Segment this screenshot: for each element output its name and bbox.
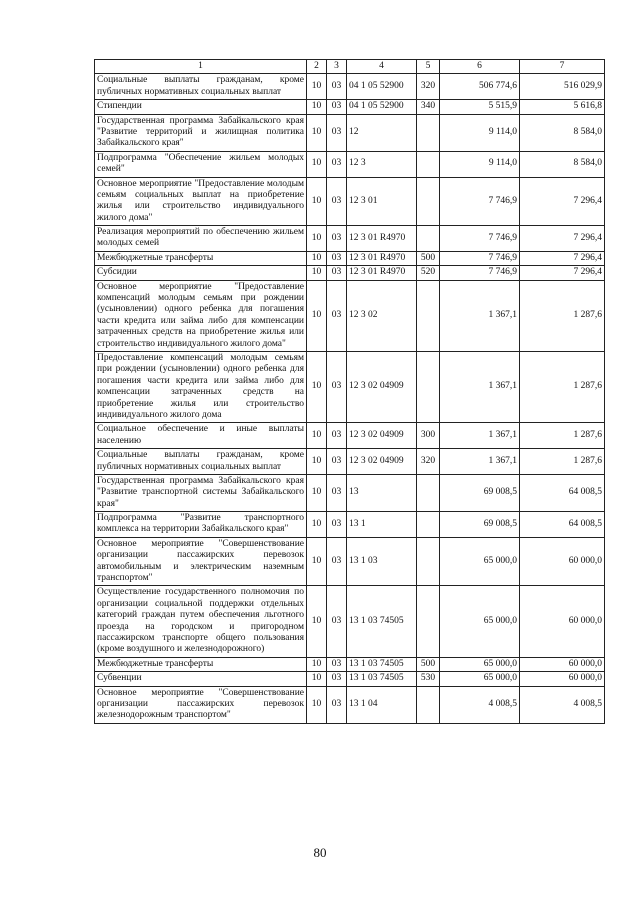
section-code-cell: 10 bbox=[307, 423, 327, 449]
amount-year1-cell: 7 746,9 bbox=[440, 266, 520, 280]
row-name-cell: Предоставление компенсаций молодым семьям при рождении (усыновлении) одного ребенка для погашения части кредита или займа либо для компенсации затраченных средств на приобретение жилья или строительство индивидуального жилого дома bbox=[95, 351, 307, 422]
amount-year2-cell: 5 616,8 bbox=[520, 100, 605, 114]
expense-type-cell bbox=[417, 586, 440, 657]
section-code-cell: 10 bbox=[307, 474, 327, 511]
subsection-code-cell: 03 bbox=[327, 686, 347, 723]
amount-year1-cell: 1 367,1 bbox=[440, 351, 520, 422]
expense-type-cell: 320 bbox=[417, 74, 440, 100]
amount-year2-cell: 60 000,0 bbox=[520, 672, 605, 686]
subsection-code-cell: 03 bbox=[327, 537, 347, 586]
section-code-cell: 10 bbox=[307, 351, 327, 422]
table-row bbox=[95, 251, 605, 265]
subsection-code-cell: 03 bbox=[327, 100, 347, 114]
header-row bbox=[95, 60, 605, 74]
amount-year1-cell: 1 367,1 bbox=[440, 423, 520, 449]
target-article-cell: 12 bbox=[347, 114, 417, 151]
expense-type-cell: 320 bbox=[417, 449, 440, 475]
amount-year1-cell: 5 515,9 bbox=[440, 100, 520, 114]
subsection-code-cell: 03 bbox=[327, 449, 347, 475]
table-row bbox=[95, 586, 605, 657]
header-cell-4: 4 bbox=[347, 60, 417, 74]
subsection-code-cell: 03 bbox=[327, 266, 347, 280]
subsection-code-cell: 03 bbox=[327, 586, 347, 657]
table-row bbox=[95, 177, 605, 226]
amount-year2-cell: 7 296,4 bbox=[520, 226, 605, 252]
expense-type-cell bbox=[417, 151, 440, 177]
subsection-code-cell: 03 bbox=[327, 114, 347, 151]
table-row bbox=[95, 226, 605, 252]
amount-year2-cell: 64 008,5 bbox=[520, 474, 605, 511]
row-name-cell: Основное мероприятие "Предоставление компенсаций молодым семьям при рождении (усыновлении) одного ребенка для погашения части кредита или займа либо для компенсации затраченных средств на приобретение жилья или строительство индивидуального жилого дома" bbox=[95, 280, 307, 351]
expense-type-cell: 300 bbox=[417, 423, 440, 449]
table-row bbox=[95, 114, 605, 151]
row-name-cell: Государственная программа Забайкальского края "Развитие территорий и жилищная политика Забайкальского края" bbox=[95, 114, 307, 151]
amount-year1-cell: 7 746,9 bbox=[440, 251, 520, 265]
row-name-cell: Субсидии bbox=[95, 266, 307, 280]
target-article-cell: 13 1 bbox=[347, 512, 417, 538]
expense-type-cell: 500 bbox=[417, 657, 440, 671]
target-article-cell: 12 3 01 bbox=[347, 177, 417, 226]
amount-year1-cell: 69 008,5 bbox=[440, 474, 520, 511]
expense-type-cell bbox=[417, 280, 440, 351]
table-row bbox=[95, 672, 605, 686]
amount-year2-cell: 7 296,4 bbox=[520, 177, 605, 226]
amount-year1-cell: 4 008,5 bbox=[440, 686, 520, 723]
row-name-cell: Осуществление государственного полномочия по организации социальной поддержки отдельных категорий граждан путем обеспечения льготного проезда на городском и пригородном пассажирском транспорте общего пользования (кроме воздушного и железнодорожного) bbox=[95, 586, 307, 657]
amount-year1-cell: 1 367,1 bbox=[440, 449, 520, 475]
amount-year2-cell: 516 029,9 bbox=[520, 74, 605, 100]
section-code-cell: 10 bbox=[307, 586, 327, 657]
section-code-cell: 10 bbox=[307, 226, 327, 252]
table-row bbox=[95, 280, 605, 351]
subsection-code-cell: 03 bbox=[327, 151, 347, 177]
subsection-code-cell: 03 bbox=[327, 280, 347, 351]
amount-year1-cell: 69 008,5 bbox=[440, 512, 520, 538]
amount-year2-cell: 4 008,5 bbox=[520, 686, 605, 723]
row-name-cell: Социальные выплаты гражданам, кроме публичных нормативных социальных выплат bbox=[95, 449, 307, 475]
section-code-cell: 10 bbox=[307, 74, 327, 100]
table-row bbox=[95, 74, 605, 100]
amount-year2-cell: 60 000,0 bbox=[520, 657, 605, 671]
row-name-cell: Субвенции bbox=[95, 672, 307, 686]
section-code-cell: 10 bbox=[307, 449, 327, 475]
amount-year1-cell: 65 000,0 bbox=[440, 537, 520, 586]
expense-type-cell bbox=[417, 686, 440, 723]
section-code-cell: 10 bbox=[307, 251, 327, 265]
amount-year2-cell: 1 287,6 bbox=[520, 351, 605, 422]
section-code-cell: 10 bbox=[307, 114, 327, 151]
expense-type-cell: 500 bbox=[417, 251, 440, 265]
expense-type-cell: 340 bbox=[417, 100, 440, 114]
target-article-cell: 13 1 03 74505 bbox=[347, 672, 417, 686]
row-name-cell: Стипендии bbox=[95, 100, 307, 114]
table-row bbox=[95, 449, 605, 475]
table-row bbox=[95, 657, 605, 671]
table-row bbox=[95, 686, 605, 723]
header-cell-2: 2 bbox=[307, 60, 327, 74]
amount-year1-cell: 9 114,0 bbox=[440, 151, 520, 177]
amount-year2-cell: 7 296,4 bbox=[520, 251, 605, 265]
subsection-code-cell: 03 bbox=[327, 351, 347, 422]
expense-type-cell bbox=[417, 226, 440, 252]
header-cell-7: 7 bbox=[520, 60, 605, 74]
page-number: 80 bbox=[313, 845, 327, 860]
section-code-cell: 10 bbox=[307, 280, 327, 351]
subsection-code-cell: 03 bbox=[327, 672, 347, 686]
amount-year2-cell: 60 000,0 bbox=[520, 537, 605, 586]
amount-year2-cell: 1 287,6 bbox=[520, 449, 605, 475]
section-code-cell: 10 bbox=[307, 686, 327, 723]
expense-type-cell bbox=[417, 537, 440, 586]
amount-year1-cell: 7 746,9 bbox=[440, 226, 520, 252]
section-code-cell: 10 bbox=[307, 177, 327, 226]
target-article-cell: 12 3 02 04909 bbox=[347, 351, 417, 422]
header-cell-3: 3 bbox=[327, 60, 347, 74]
subsection-code-cell: 03 bbox=[327, 251, 347, 265]
subsection-code-cell: 03 bbox=[327, 474, 347, 511]
row-name-cell: Основное мероприятие "Предоставление молодым семьям социальных выплат на приобретение жилья или строительство индивидуального жилого дома" bbox=[95, 177, 307, 226]
table-row bbox=[95, 351, 605, 422]
amount-year1-cell: 1 367,1 bbox=[440, 280, 520, 351]
row-name-cell: Подпрограмма "Развитие транспортного комплекса на территории Забайкальского края" bbox=[95, 512, 307, 538]
row-name-cell: Подпрограмма "Обеспечение жильем молодых семей" bbox=[95, 151, 307, 177]
target-article-cell: 12 3 02 bbox=[347, 280, 417, 351]
table-row bbox=[95, 537, 605, 586]
amount-year1-cell: 506 774,6 bbox=[440, 74, 520, 100]
subsection-code-cell: 03 bbox=[327, 423, 347, 449]
row-name-cell: Межбюджетные трансферты bbox=[95, 251, 307, 265]
section-code-cell: 10 bbox=[307, 537, 327, 586]
table-row bbox=[95, 100, 605, 114]
table-row bbox=[95, 266, 605, 280]
target-article-cell: 12 3 02 04909 bbox=[347, 423, 417, 449]
table-row bbox=[95, 151, 605, 177]
subsection-code-cell: 03 bbox=[327, 226, 347, 252]
subsection-code-cell: 03 bbox=[327, 74, 347, 100]
section-code-cell: 10 bbox=[307, 672, 327, 686]
amount-year2-cell: 64 008,5 bbox=[520, 512, 605, 538]
target-article-cell: 12 3 01 R4970 bbox=[347, 251, 417, 265]
target-article-cell: 04 1 05 52900 bbox=[347, 100, 417, 114]
budget-table bbox=[94, 59, 605, 724]
amount-year2-cell: 1 287,6 bbox=[520, 280, 605, 351]
expense-type-cell: 530 bbox=[417, 672, 440, 686]
section-code-cell: 10 bbox=[307, 266, 327, 280]
table-header bbox=[95, 60, 605, 74]
target-article-cell: 13 1 03 74505 bbox=[347, 657, 417, 671]
amount-year1-cell: 65 000,0 bbox=[440, 672, 520, 686]
expense-type-cell bbox=[417, 177, 440, 226]
target-article-cell: 12 3 01 R4970 bbox=[347, 266, 417, 280]
row-name-cell: Социальное обеспечение и иные выплаты населению bbox=[95, 423, 307, 449]
amount-year1-cell: 9 114,0 bbox=[440, 114, 520, 151]
expense-type-cell bbox=[417, 114, 440, 151]
table-row bbox=[95, 474, 605, 511]
amount-year2-cell: 8 584,0 bbox=[520, 114, 605, 151]
section-code-cell: 10 bbox=[307, 512, 327, 538]
expense-type-cell bbox=[417, 512, 440, 538]
amount-year1-cell: 7 746,9 bbox=[440, 177, 520, 226]
section-code-cell: 10 bbox=[307, 100, 327, 114]
row-name-cell: Межбюджетные трансферты bbox=[95, 657, 307, 671]
row-name-cell: Государственная программа Забайкальского края "Развитие транспортной системы Забайкальского края" bbox=[95, 474, 307, 511]
expense-type-cell: 520 bbox=[417, 266, 440, 280]
row-name-cell: Социальные выплаты гражданам, кроме публичных нормативных социальных выплат bbox=[95, 74, 307, 100]
section-code-cell: 10 bbox=[307, 151, 327, 177]
row-name-cell: Основное мероприятие "Совершенствование организации пассажирских перевозок автомобильным и электрическим наземным транспортом" bbox=[95, 537, 307, 586]
header-cell-1: 1 bbox=[95, 60, 307, 74]
target-article-cell: 13 bbox=[347, 474, 417, 511]
subsection-code-cell: 03 bbox=[327, 512, 347, 538]
amount-year2-cell: 7 296,4 bbox=[520, 266, 605, 280]
amount-year1-cell: 65 000,0 bbox=[440, 657, 520, 671]
table-body bbox=[95, 74, 605, 723]
row-name-cell: Основное мероприятие "Совершенствование организации пассажирских перевозок железнодорожным транспортом" bbox=[95, 686, 307, 723]
header-cell-5: 5 bbox=[417, 60, 440, 74]
subsection-code-cell: 03 bbox=[327, 177, 347, 226]
table-row bbox=[95, 512, 605, 538]
amount-year2-cell: 8 584,0 bbox=[520, 151, 605, 177]
target-article-cell: 13 1 03 bbox=[347, 537, 417, 586]
table-row bbox=[95, 423, 605, 449]
row-name-cell: Реализация мероприятий по обеспечению жильем молодых семей bbox=[95, 226, 307, 252]
amount-year1-cell: 65 000,0 bbox=[440, 586, 520, 657]
target-article-cell: 13 1 04 bbox=[347, 686, 417, 723]
target-article-cell: 12 3 01 R4970 bbox=[347, 226, 417, 252]
header-cell-6: 6 bbox=[440, 60, 520, 74]
expense-type-cell bbox=[417, 351, 440, 422]
amount-year2-cell: 60 000,0 bbox=[520, 586, 605, 657]
target-article-cell: 13 1 03 74505 bbox=[347, 586, 417, 657]
target-article-cell: 12 3 02 04909 bbox=[347, 449, 417, 475]
target-article-cell: 04 1 05 52900 bbox=[347, 74, 417, 100]
section-code-cell: 10 bbox=[307, 657, 327, 671]
target-article-cell: 12 3 bbox=[347, 151, 417, 177]
expense-type-cell bbox=[417, 474, 440, 511]
amount-year2-cell: 1 287,6 bbox=[520, 423, 605, 449]
subsection-code-cell: 03 bbox=[327, 657, 347, 671]
